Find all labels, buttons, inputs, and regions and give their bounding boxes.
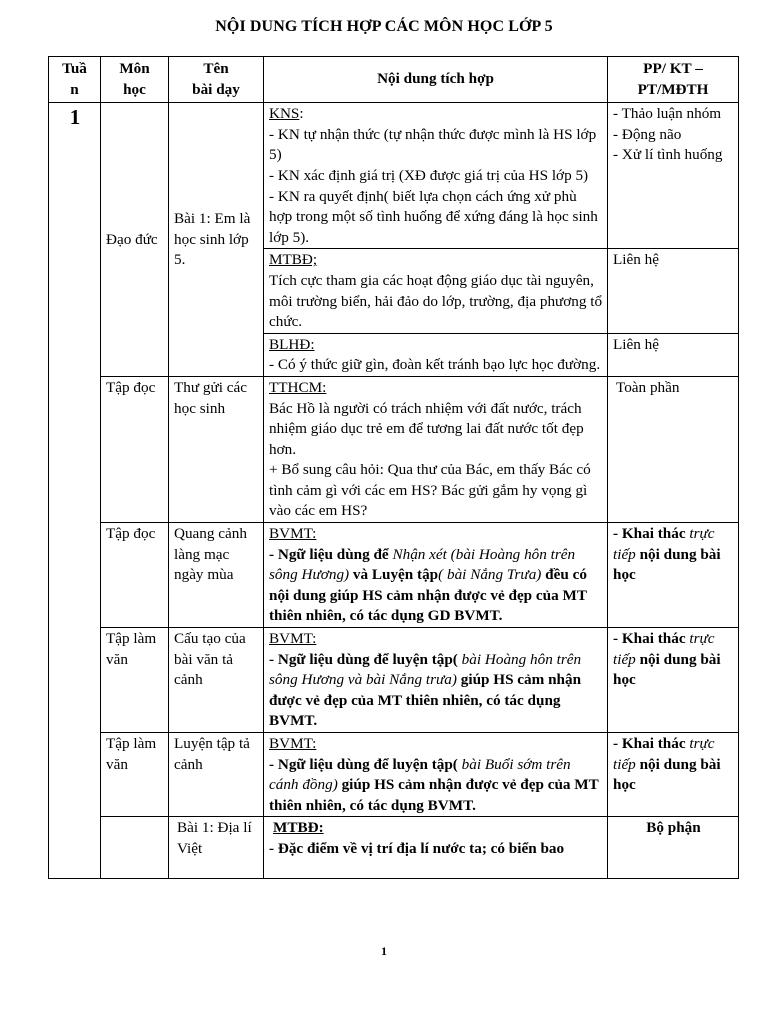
table-row (49, 628, 739, 733)
bvmt-label: BVMT: (269, 630, 317, 648)
header-subject: Môn học (101, 57, 169, 103)
subject-cell: Tập đọc (101, 523, 169, 628)
mtbd-label: MTBĐ; (269, 251, 318, 269)
content-cell-mtbd: MTBĐ; Tích cực tham gia các hoạt động giáo dục tài nguyên, môi trường biển, hải đảo do lớp, trường, địa phương tổ chức. (264, 249, 608, 333)
document-title: NỘI DUNG TÍCH HỢP CÁC MÔN HỌC LỚP 5 (215, 18, 553, 35)
table-row (49, 733, 739, 817)
header-content: Nội dung tích hợp (264, 57, 608, 103)
lesson-cell: Cấu tạo của bài văn tả cảnh (169, 628, 264, 733)
content-cell-kns: KNS: - KN tự nhận thức (tự nhận thức được mình là HS lớp 5) - KN xác định giá trị (XĐ được giá trị của HS lớp 5) - KN ra quyết định( biết lựa chọn cách ứng xử phù hợp trong một số tình huống để xứng đáng là học sinh lớp 5). (264, 103, 608, 249)
content-cell-blhd: BLHĐ: - Có ý thức giữ gìn, đoàn kết tránh bạo lực học đường. (264, 333, 608, 376)
page-number: 1 (381, 944, 387, 958)
method-cell: Toàn phần (608, 376, 739, 522)
header-method: PP/ KT – PT/MĐTH (608, 57, 739, 103)
content-cell-tthcm: TTHCM: Bác Hồ là người có trách nhiệm với đất nước, trách nhiệm giáo dục trẻ em để tương lai đất nước tốt đẹp hơn. + Bổ sung câu hỏi: Qua thư của Bác, em thấy Bác có tình cảm gì với các em HS? Bác gửi gắm hy vọng gì vào các em HS? (264, 376, 608, 522)
method-cell: - Khai thác trực tiếp nội dung bài học (608, 733, 739, 817)
method-cell: - Khai thác trực tiếp nội dung bài học (608, 523, 739, 628)
lesson-cell: Bài 1: Địa lí Việt (169, 817, 264, 879)
week-number: 1 (49, 103, 101, 879)
method-cell: - Khai thác trực tiếp nội dung bài học (608, 628, 739, 733)
table-header-row (49, 57, 739, 103)
content-cell-bvmt: BVMT: - Ngữ liệu dùng để luyện tập( bài Buổi sớm trên cánh đồng) giúp HS cảm nhận được vẻ đẹp của MT thiên nhiên, có tác dụng BVMT. (264, 733, 608, 817)
method-cell: Liên hệ (608, 333, 739, 376)
subject-cell: Tập làm văn (101, 733, 169, 817)
content-cell-bvmt: BVMT: - Ngữ liệu dùng để Nhận xét (bài Hoàng hôn trên sông Hương) và Luyện tập( bài Nắng Trưa) đều có nội dung giúp HS cảm nhận được vẻ đẹp của MT thiên nhiên, có tác dụng GD BVMT. (264, 523, 608, 628)
mtbd-label: MTBĐ: (273, 819, 324, 837)
subject-cell: Tập làm văn (101, 628, 169, 733)
bvmt-label: BVMT: (269, 735, 317, 752)
lesson-cell: Bài 1: Em là học sinh lớp 5. (169, 103, 264, 377)
header-week: Tuầ n (49, 57, 101, 103)
tthcm-label: TTHCM: (269, 378, 327, 396)
subject-cell (101, 817, 169, 879)
lesson-cell: Luyện tập tả cảnh (169, 733, 264, 817)
kns-label: KNS (269, 105, 300, 123)
header-lesson: Tên bài dạy (169, 57, 264, 103)
method-cell: - Thảo luận nhóm - Động não - Xử lí tình huống (608, 103, 739, 249)
method-cell: Bộ phận (608, 817, 739, 879)
bvmt-label: BVMT: (269, 525, 317, 543)
content-cell-bvmt: BVMT: - Ngữ liệu dùng để luyện tập( bài Hoàng hôn trên sông Hương và bài Nắng trưa) giúp HS cảm nhận được vẻ đẹp của MT thiên nhiên, có tác dụng BVMT. (264, 628, 608, 733)
method-cell: Liên hệ (608, 249, 739, 333)
subject-cell: Tập đọc (101, 376, 169, 522)
table-row (49, 523, 739, 628)
blhd-label: BLHĐ: (269, 335, 315, 353)
integration-table (48, 56, 739, 879)
table-row (49, 103, 739, 249)
lesson-cell: Thư gửi các học sinh (169, 376, 264, 522)
content-cell-mtbd: MTBĐ: - Đặc điểm về vị trí địa lí nước ta; có biển bao (264, 817, 608, 879)
table-row (49, 376, 739, 522)
table-row (49, 817, 739, 879)
subject-cell: Đạo đức (101, 103, 169, 377)
lesson-cell: Quang cảnh làng mạc ngày mùa (169, 523, 264, 628)
